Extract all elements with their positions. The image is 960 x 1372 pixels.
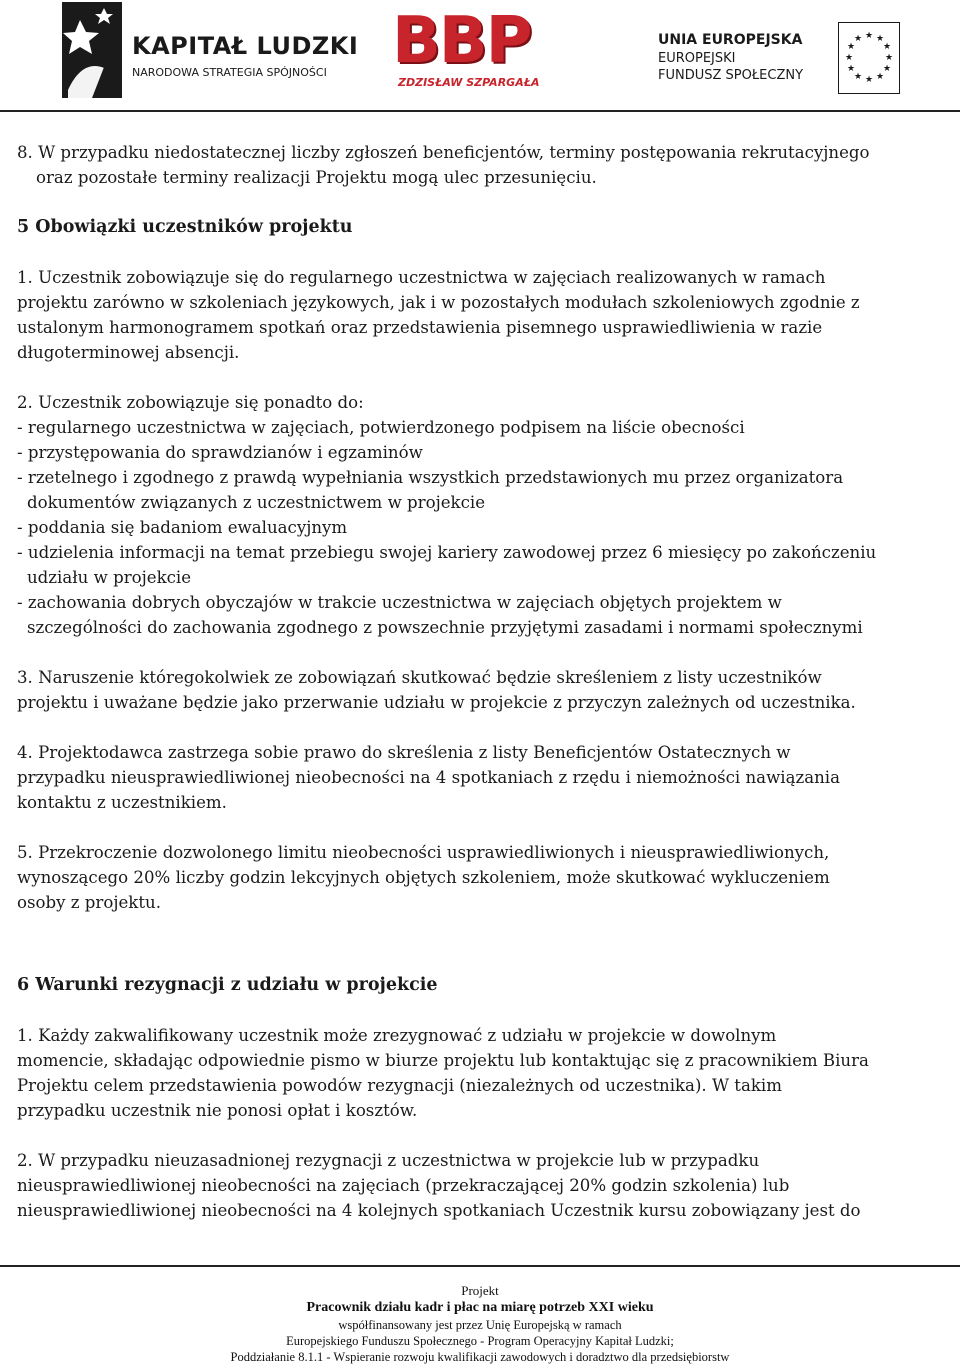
bbp-logo-title: BBP — [392, 4, 531, 78]
section-6-item-1-line: 1. Każdy zakwalifikowany uczestnik może zrezygnować z udziału w projekcie w dowolnym — [17, 1026, 777, 1045]
section-5-item-2-line: 2. Uczestnik zobowiązuje się ponadto do: — [17, 393, 364, 412]
section-5-item-3-line: projektu i uważane będzie jako przerwanie udziału w projekcie z przyczyn zależnych od uczestnika. — [17, 693, 856, 712]
spacer — [17, 240, 947, 265]
unia-europejska-logo — [658, 22, 958, 98]
section-6-heading: 6 Warunki rezygnacji z udziału w projekcie — [17, 975, 438, 995]
kapital-ludzki-title: KAPITAŁ LUDZKI — [132, 32, 359, 60]
section-6-item-1-line: przypadku uczestnik nie ponosi opłat i kosztów. — [17, 1101, 418, 1120]
section-6-item-2-line: nieusprawiedliwionej nieobecności na 4 kolejnych spotkaniach Uczestnik kursu zobowiązany jest do — [17, 1201, 861, 1220]
bbp-logo — [392, 4, 542, 100]
spacer — [17, 948, 947, 973]
kapital-ludzki-logo — [62, 2, 359, 98]
section-5-item-2-bullet: - udzielenia informacji na temat przebiegu swojej kariery zawodowej przez 6 miesięcy po zakończeniu — [17, 543, 877, 562]
section-6-item-2-line: nieusprawiedliwionej nieobecności na zajęciach (przekraczającej 20% godzin szkolenia) lub — [17, 1176, 790, 1195]
ue-logo-line-1: UNIA EUROPEJSKA — [658, 32, 803, 48]
spacer — [17, 915, 947, 948]
eu-flag-icon — [838, 22, 900, 94]
section-6-item-2-line: 2. W przypadku nieuzasadnionej rezygnacji z uczestnictwa w projekcie lub w przypadku — [17, 1151, 760, 1170]
ue-logo-line-3: FUNDUSZ SPOŁECZNY — [658, 68, 804, 83]
kapital-ludzki-emblem-icon — [62, 2, 122, 98]
bbp-logo-subtitle: ZDZISŁAW SZPARGAŁA — [398, 76, 540, 89]
svg-text:★: ★ — [844, 53, 854, 63]
section-5-item-1-line: 1. Uczestnik zobowiązuje się do regularnego uczestnictwa w zajęciach realizowanych w ramach — [17, 268, 826, 287]
spacer — [17, 640, 947, 665]
footer-line: Projekt — [461, 1283, 499, 1298]
kapital-ludzki-subtitle: NARODOWA STRATEGIA SPÓJNOŚCI — [132, 66, 327, 79]
svg-text:★: ★ — [864, 31, 874, 41]
svg-text:★: ★ — [864, 75, 874, 85]
section-5-item-5-line: 5. Przekroczenie dozwolonego limitu nieobecności usprawiedliwionych i nieusprawiedliwionych, — [17, 843, 830, 862]
section-5-item-4-line: przypadku nieusprawiedliwionej nieobecności na 4 spotkaniach z rzędu i niemożności nawiązania — [17, 768, 841, 787]
footer-project-title: Pracownik działu kadr i płac na miarę potrzeb XXI wieku — [306, 1300, 654, 1315]
header-divider — [0, 110, 960, 112]
paragraph-8-line: 8. W przypadku niedostatecznej liczby zgłoszeń beneficjentów, terminy postępowania rekrutacyjnego — [17, 143, 870, 162]
section-5-item-5-line: wynoszącego 20% liczby godzin lekcyjnych objętych szkoleniem, może skutkować wykluczeniem — [17, 868, 830, 887]
footer-divider — [0, 1265, 960, 1267]
section-5-item-3-line: 3. Naruszenie któregokolwiek ze zobowiązań skutkować będzie skreśleniem z listy uczestników — [17, 668, 822, 687]
svg-text:★: ★ — [875, 34, 885, 44]
section-5-item-4-line: kontaktu z uczestnikiem. — [17, 793, 227, 812]
spacer — [17, 190, 947, 215]
svg-text:★: ★ — [875, 72, 885, 82]
spacer — [17, 998, 947, 1023]
svg-text:★: ★ — [882, 64, 892, 74]
footer-line: współfinansowany jest przez Unię Europejską w ramach — [338, 1318, 622, 1332]
section-5-item-2-bullet: - poddania się badaniom ewaluacyjnym — [17, 518, 348, 537]
page-header — [0, 0, 960, 108]
ue-logo-line-2: EUROPEJSKI — [658, 51, 736, 66]
svg-text:★: ★ — [884, 53, 894, 63]
section-5-item-2-bullet: - przystępowania do sprawdzianów i egzaminów — [17, 443, 423, 462]
section-5-heading: 5 Obowiązki uczestników projektu — [17, 217, 353, 237]
section-5-item-1-line: projektu zarówno w szkoleniach językowych, jak i w pozostałych modułach szkoleniowych zgodnie z — [17, 293, 860, 312]
spacer — [17, 1123, 947, 1148]
section-5-item-2-bullet-cont: dokumentów związanych z uczestnictwem w projekcie — [27, 493, 486, 512]
section-5-item-1-line: długoterminowej absencji. — [17, 343, 240, 362]
page-footer — [0, 1282, 960, 1365]
svg-text:★: ★ — [846, 64, 856, 74]
document-body — [17, 140, 947, 1223]
footer-line: Poddziałanie 8.1.1 - Wspieranie rozwoju kwalifikacji zawodowych i doradztwo dla przedsiębiorstw — [230, 1350, 730, 1364]
svg-text:★: ★ — [853, 72, 863, 82]
section-5-item-4-line: 4. Projektodawca zastrzega sobie prawo do skreślenia z listy Beneficjentów Ostatecznych w — [17, 743, 791, 762]
section-5-item-2-bullet-cont: szczególności do zachowania zgodnego z powszechnie przyjętymi zasadami i normami społecznymi — [27, 618, 863, 637]
spacer — [17, 815, 947, 840]
paragraph-8-line: oraz pozostałe terminy realizacji Projektu mogą ulec przesunięciu. — [36, 168, 597, 187]
section-5-item-2-bullet: - regularnego uczestnictwa w zajęciach, potwierdzonego podpisem na liście obecności — [17, 418, 745, 437]
section-5-item-2-bullet: - rzetelnego i zgodnego z prawdą wypełniania wszystkich przedstawionych mu przez organizatora — [17, 468, 844, 487]
section-6-item-1-line: momencie, składając odpowiednie pismo w biurze projektu lub kontaktując się z pracownikiem Biura — [17, 1051, 869, 1070]
spacer — [17, 715, 947, 740]
section-5-item-2-bullet-cont: udziału w projekcie — [27, 568, 192, 587]
footer-line: Europejskiego Funduszu Społecznego - Program Operacyjny Kapitał Ludzki; — [286, 1334, 674, 1348]
svg-text:★: ★ — [853, 34, 863, 44]
section-5-item-1-line: ustalonym harmonogramem spotkań oraz przedstawienia pisemnego usprawiedliwienia w razie — [17, 318, 823, 337]
svg-text:★: ★ — [846, 42, 856, 52]
section-5-item-5-line: osoby z projektu. — [17, 893, 161, 912]
section-5-item-2-bullet: - zachowania dobrych obyczajów w trakcie uczestnictwa w zajęciach objętych projektem w — [17, 593, 782, 612]
spacer — [17, 365, 947, 390]
section-6-item-1-line: Projektu celem przedstawienia powodów rezygnacji (niezależnych od uczestnika). W takim — [17, 1076, 782, 1095]
svg-text:★: ★ — [882, 42, 892, 52]
